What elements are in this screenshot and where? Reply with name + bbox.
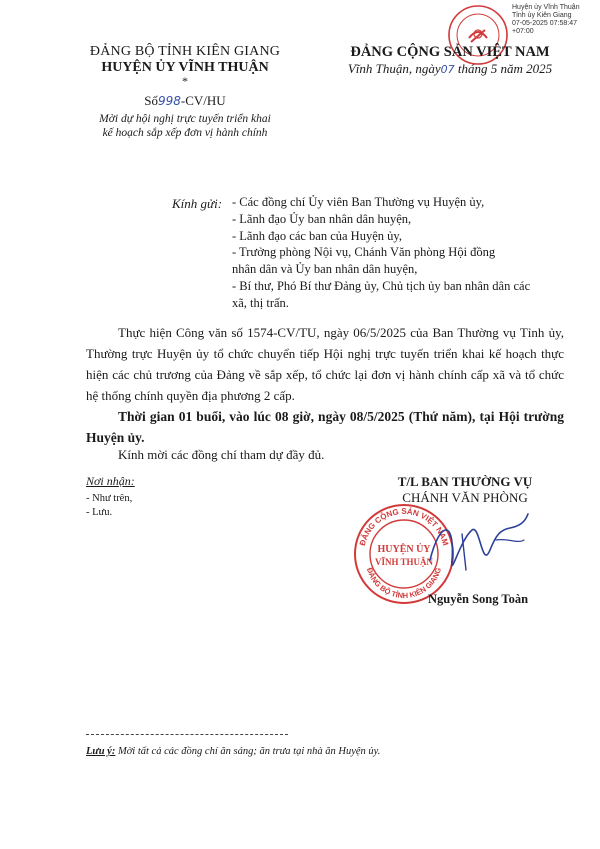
- signature-on-behalf: T/L BAN THƯỜNG VỤ: [397, 474, 533, 489]
- date-prefix: Vĩnh Thuận, ngày: [347, 61, 441, 76]
- recipient-item: - Các đồng chí Ủy viên Ban Thường vụ Huyện ủy,: [232, 195, 485, 209]
- recipients-footer-label: Nơi nhận:: [86, 474, 135, 488]
- recipients-footer-item: - Như trên,: [86, 493, 133, 504]
- stamp-text-top: ĐẢNG CỘNG SẢN VIỆT NAM: [357, 507, 451, 547]
- doc-no-handwritten: 998: [158, 94, 181, 108]
- footer-note-text: Mời tất cả các đồng chí ăn sáng; ăn trưa tại nhà ăn Huyện ủy.: [117, 746, 381, 757]
- body-paragraph-1: Thực hiện Công văn số 1574-CV/TU, ngày 06/5/2025 của Ban Thường vụ Tỉnh ủy, Thường trực Huyện ủy tổ chức chuyển tiếp Hội nghị trực tuyến triển khai kế hoạch thực hiện các chủ trương của Đảng về sắp xếp, tổ chức lại đơn vị hành chính cấp xã và tổ chức hệ thống chính quyền địa phương 2 cấp.: [86, 325, 564, 403]
- digital-signature-line: 07-05-2025 07:58:47: [512, 20, 577, 27]
- header-star: *: [182, 74, 188, 88]
- digital-signature-line: Tỉnh ủy Kiên Giang: [512, 12, 572, 19]
- document-number: [55, 93, 315, 109]
- subject-line: Mời dự hội nghị trực tuyến triển khai: [99, 113, 271, 125]
- date-suffix: tháng 5 năm 2025: [457, 61, 553, 76]
- recipient-item: xã, thị trấn.: [232, 295, 289, 310]
- footer-note: [86, 746, 380, 757]
- body-paragraph-2: Thời gian 01 buổi, vào lúc 08 giờ, ngày 08/5/2025 (Thứ năm), tại Hội trường Huyện ủy.: [86, 409, 564, 445]
- org-parent: ĐẢNG BỘ TỈNH KIÊN GIANG: [89, 44, 281, 59]
- party-name: ĐẢNG CỘNG SẢN VIỆT NAM: [350, 44, 550, 60]
- recipients-footer-list: [86, 492, 132, 520]
- date-day-handwritten: 07: [440, 63, 455, 76]
- recipient-item: nhân dân và Ủy ban nhân dân huyện,: [232, 262, 418, 277]
- signature-position: CHÁNH VĂN PHÒNG: [402, 490, 528, 505]
- doc-no-prefix: Số: [144, 93, 159, 108]
- recipients-list: [232, 194, 562, 312]
- digital-signature-line: Huyện ủy Vĩnh Thuận: [512, 4, 580, 11]
- recipient-item: - Lãnh đạo Ủy ban nhân dân huyện,: [232, 211, 412, 226]
- recipient-item: - Bí thư, Phó Bí thư Đảng ủy, Chủ tịch ủy ban nhân dân các: [232, 278, 531, 293]
- digital-signature-info: [512, 4, 600, 36]
- signer-name: Nguyễn Song Toàn: [428, 592, 529, 606]
- recipients-footer-item: - Lưu.: [86, 507, 113, 518]
- footer-divider: [86, 734, 288, 735]
- handwritten-signature-icon: [400, 500, 540, 590]
- stamp-text-inner-1: HUYỆN ỦY: [377, 544, 431, 555]
- recipient-item: - Lãnh đạo các ban của Huyện ủy,: [232, 228, 402, 243]
- header-left: [55, 44, 315, 86]
- doc-no-suffix: -CV/HU: [180, 93, 226, 108]
- subject-line: kế hoạch sắp xếp đơn vị hành chính: [102, 127, 268, 139]
- header-right: [310, 44, 590, 77]
- recipients-label: Kính gửi:: [172, 196, 223, 211]
- document-date: [310, 61, 590, 77]
- recipient-item: - Trưởng phòng Nội vụ, Chánh Văn phòng Hội đồng: [232, 245, 496, 260]
- org-name: HUYỆN ỦY VĨNH THUẬN: [101, 60, 269, 75]
- stamp-text-bottom: ĐẢNG BỘ TỈNH KIÊN GIANG: [364, 566, 444, 601]
- body-paragraph-3: Kính mời các đồng chí tham dự đầy đủ.: [118, 447, 325, 462]
- digital-signature-line: +07:00: [512, 28, 534, 35]
- footer-note-label: Lưu ý:: [86, 746, 116, 757]
- stamp-text-inner-2: VĨNH THUẬN: [374, 557, 434, 567]
- document-subject: [55, 112, 315, 140]
